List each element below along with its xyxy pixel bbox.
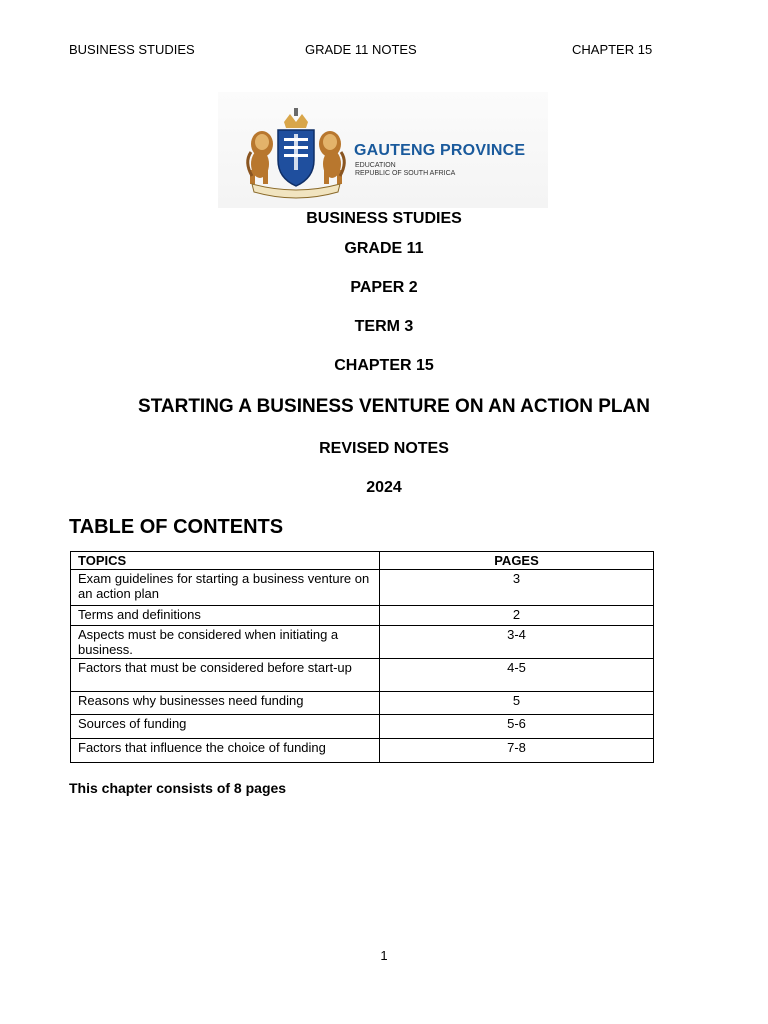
header-grade: GRADE 11 NOTES: [305, 42, 417, 57]
header-chapter: CHAPTER 15: [572, 42, 653, 57]
toc-pages: 3: [380, 570, 654, 606]
table-row: [71, 715, 654, 739]
cover-revised-notes: REVISED NOTES: [319, 440, 449, 457]
header-subject: BUSINESS STUDIES: [69, 42, 195, 57]
toc-pages: 3-4: [380, 626, 654, 659]
toc-header-row: [71, 552, 654, 570]
toc-topic: Reasons why businesses need funding: [71, 692, 380, 715]
logo-title: GAUTENG PROVINCE: [354, 142, 526, 159]
toc-topic: Terms and definitions: [71, 606, 380, 626]
cover-title: STARTING A BUSINESS VENTURE ON AN ACTION PLAN: [138, 396, 650, 417]
gauteng-logo: [218, 92, 548, 208]
logo-subtitle-education: EDUCATION: [355, 162, 396, 169]
cover-year: 2024: [366, 479, 402, 496]
table-row: [71, 692, 654, 715]
table-row: [71, 739, 654, 763]
cover-chapter: CHAPTER 15: [334, 357, 434, 374]
page-number: 1: [380, 948, 388, 963]
table-row: [71, 570, 654, 606]
toc-pages: 4-5: [380, 659, 654, 692]
toc-topic: Sources of funding: [71, 715, 380, 739]
toc-topic: Factors that must be considered before start-up: [71, 659, 380, 692]
cover-grade: GRADE 11: [344, 240, 424, 257]
logo-subtitle-country: REPUBLIC OF SOUTH AFRICA: [355, 170, 456, 177]
cover-paper: PAPER 2: [350, 279, 418, 296]
table-row: [71, 606, 654, 626]
toc-pages: 2: [380, 606, 654, 626]
toc-col-pages: PAGES: [380, 552, 654, 570]
cover-subject: BUSINESS STUDIES: [306, 210, 462, 227]
chapter-page-count-note: This chapter consists of 8 pages: [69, 780, 287, 796]
toc-pages: 5-6: [380, 715, 654, 739]
cover-term: TERM 3: [354, 318, 414, 335]
table-row: [71, 626, 654, 659]
toc-topic: Aspects must be considered when initiating a business.: [71, 626, 380, 659]
toc-pages: 5: [380, 692, 654, 715]
coat-of-arms-icon: [218, 92, 354, 208]
toc-topic: Exam guidelines for starting a business venture on an action plan: [71, 570, 380, 606]
table-row: [71, 659, 654, 692]
toc-table: [70, 551, 654, 763]
toc-topic: Factors that influence the choice of funding: [71, 739, 380, 763]
toc-pages: 7-8: [380, 739, 654, 763]
toc-col-topics: TOPICS: [71, 552, 380, 570]
toc-heading: TABLE OF CONTENTS: [69, 516, 284, 538]
